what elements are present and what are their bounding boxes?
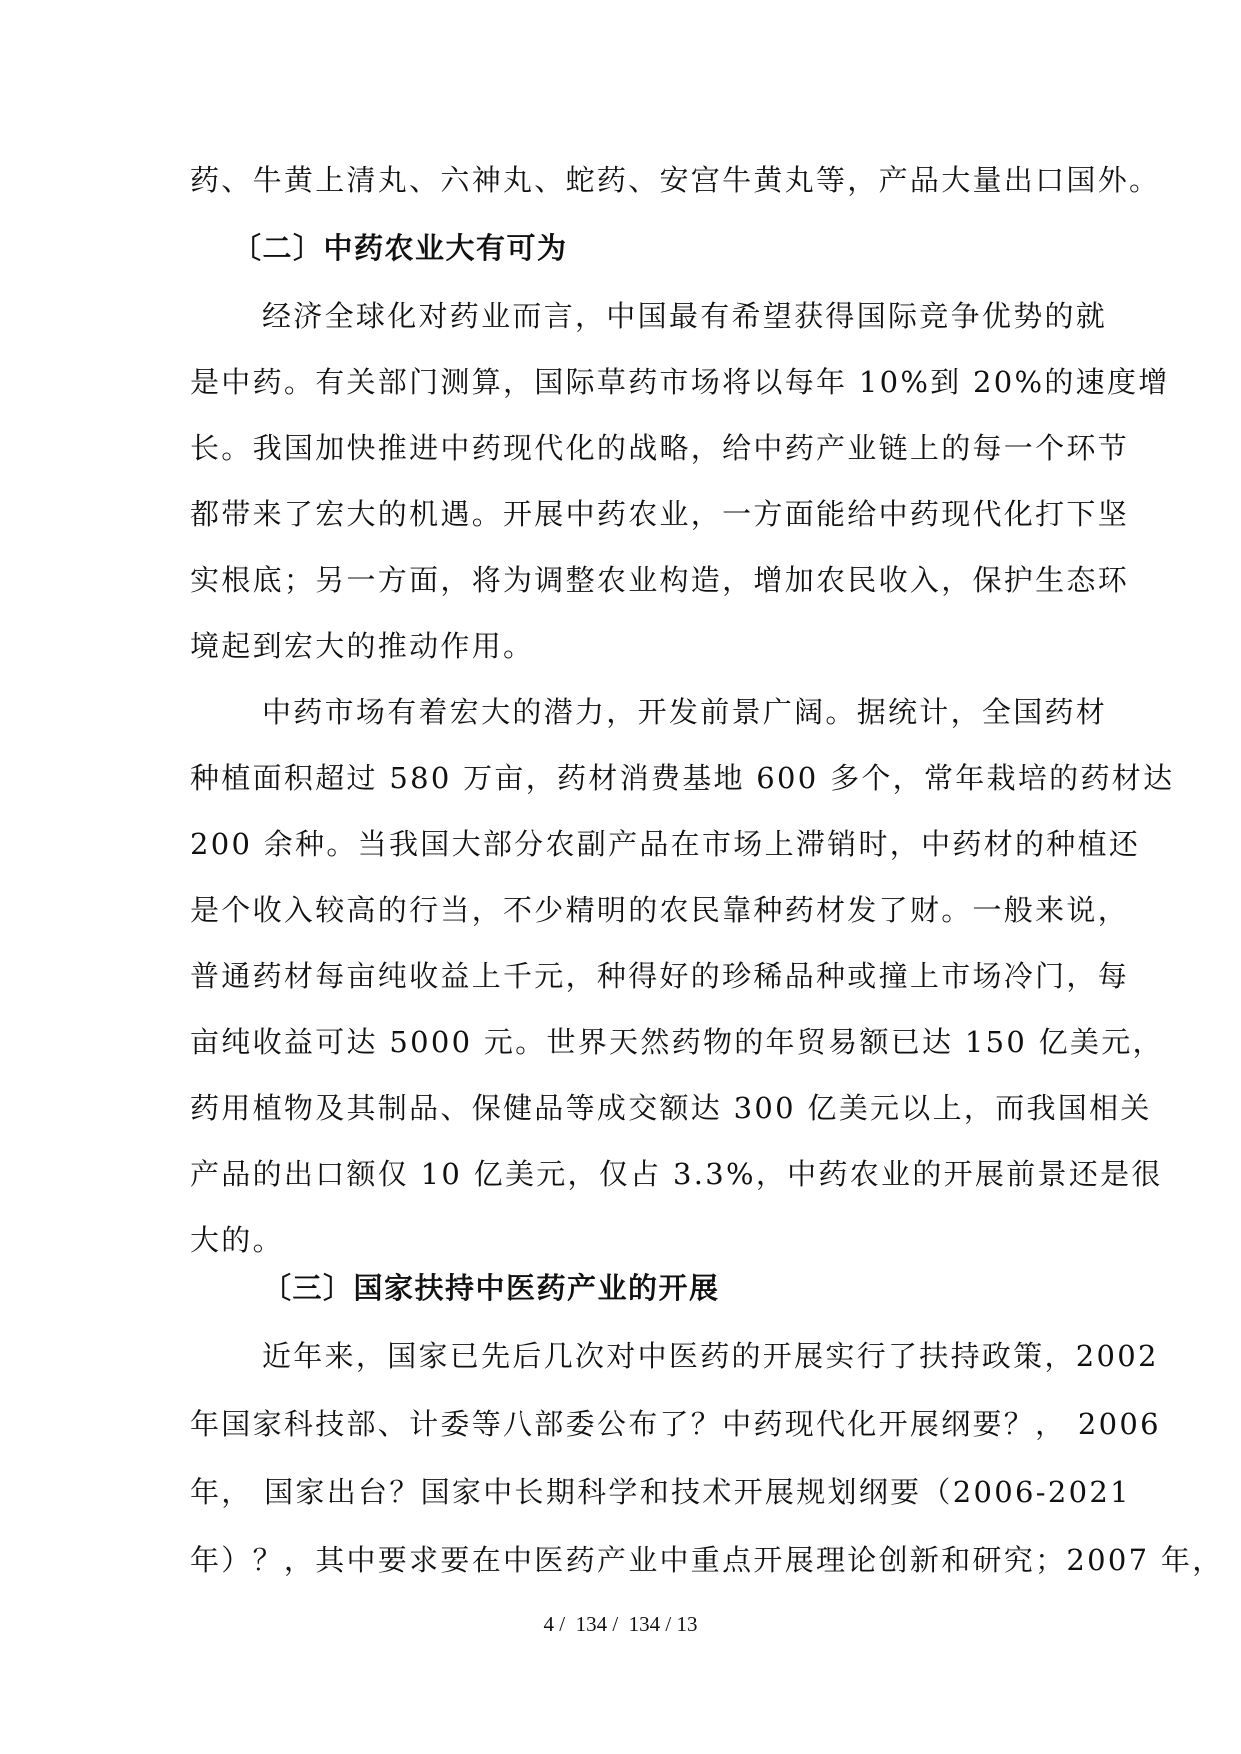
paragraph-line: 境起到宏大的推动作用。	[190, 629, 535, 663]
paragraph-line: 产品的出口额仅 10 亿美元，仅占 3.3%，中药农业的开展前景还是很	[190, 1157, 1163, 1191]
paragraph-line: 长。我国加快推进中药现代化的战略，给中药产业链上的每一个环节	[190, 431, 1130, 465]
paragraph-line: 实根底；另一方面，将为调整农业构造，增加农民收入，保护生态环	[190, 563, 1130, 597]
paragraph-line: 200 余种。当我国大部分农副产品在市场上滞销时，中药材的种植还	[190, 827, 1141, 861]
paragraph-line: 近年来，国家已先后几次对中医药的开展实行了扶持政策，2002	[262, 1339, 1159, 1373]
paragraph-line: 是中药。有关部门测算，国际草药市场将以每年 10%到 20%的速度增	[190, 365, 1170, 399]
section-heading-2: 〔二〕中药农业大有可为	[232, 231, 568, 265]
paragraph-line: 亩纯收益可达 5000 元。世界天然药物的年贸易额已达 150 亿美元，	[190, 1025, 1164, 1059]
paragraph-line: 经济全球化对药业而言，中国最有希望获得国际竞争优势的就	[262, 299, 1108, 333]
paragraph-line: 普通药材每亩纯收益上千元，种得好的珍稀品种或撞上市场冷门，每	[190, 959, 1130, 993]
paragraph-line: 中药市场有着宏大的潜力，开发前景广阔。据统计，全国药材	[262, 695, 1108, 729]
section-heading-3: 〔三〕国家扶持中医药产业的开展	[262, 1271, 720, 1305]
paragraph-line: 大的。	[190, 1223, 284, 1257]
paragraph-line: 药用植物及其制品、保健品等成交额达 300 亿美元以上，而我国相关	[190, 1091, 1152, 1125]
paragraph-line: 年， 国家出台？国家中长期科学和技术开展规划纲要（2006-2021	[190, 1475, 1131, 1509]
paragraph-line: 药、牛黄上清丸、六神丸、蛇药、安宫牛黄丸等，产品大量出口国外。	[190, 163, 1161, 197]
paragraph-line: 都带来了宏大的机遇。开展中药农业，一方面能给中药现代化打下坚	[190, 497, 1130, 531]
paragraph-line: 种植面积超过 580 万亩，药材消费基地 600 多个，常年栽培的药材达	[190, 761, 1175, 795]
paragraph-line: 年）？，其中要求要在中医药产业中重点开展理论创新和研究；2007 年，	[190, 1543, 1224, 1577]
page-footer: 4 / 134 / 134 / 13	[543, 1612, 698, 1636]
paragraph-line: 是个收入较高的行当，不少精明的农民靠种药材发了财。一般来说，	[190, 893, 1130, 927]
paragraph-line: 年国家科技部、计委等八部委公布了？中药现代化开展纲要？， 2006	[190, 1407, 1161, 1441]
